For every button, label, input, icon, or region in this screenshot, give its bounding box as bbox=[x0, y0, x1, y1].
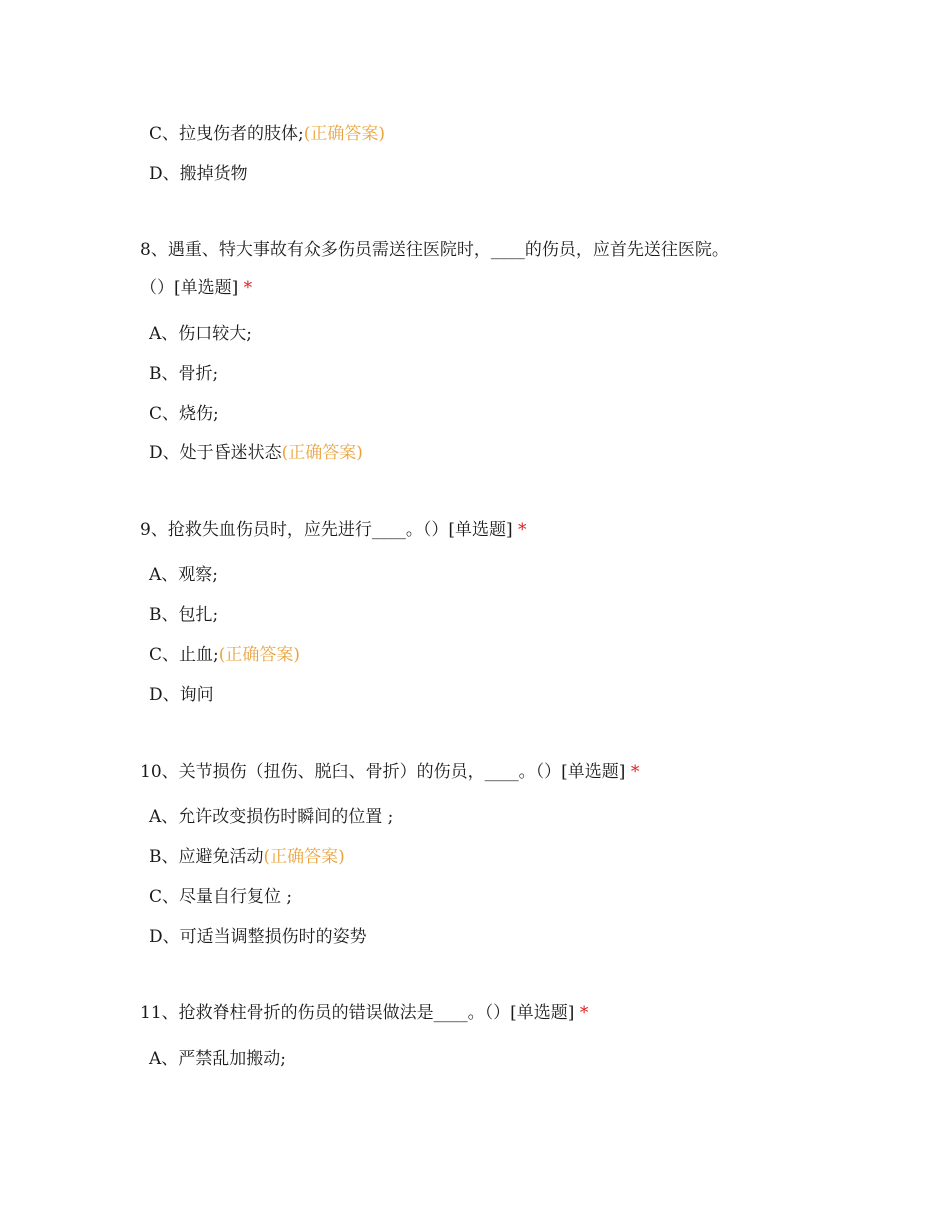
required-mark: * bbox=[630, 762, 640, 782]
required-mark: * bbox=[518, 520, 527, 540]
option-text: D、询问 bbox=[149, 685, 214, 705]
q10-option-c bbox=[149, 886, 292, 908]
option-text: D、处于昏迷状态 bbox=[149, 443, 282, 463]
option-text: A、观察; bbox=[149, 565, 219, 585]
q7-option-d bbox=[149, 163, 248, 185]
correct-answer-label: (正确答案) bbox=[281, 443, 363, 463]
option-text: B、包扎; bbox=[149, 605, 219, 625]
q7-option-c bbox=[149, 123, 385, 145]
option-text: B、应避免活动 bbox=[149, 847, 264, 867]
q9-option-c bbox=[149, 644, 300, 666]
question-text: 9、抢救失血伤员时，应先进行____。（）[单选题] bbox=[140, 520, 513, 540]
required-mark: * bbox=[243, 278, 253, 298]
q9-title bbox=[140, 519, 527, 541]
option-text: A、严禁乱加搬动; bbox=[149, 1049, 287, 1069]
required-mark: * bbox=[579, 1003, 589, 1023]
option-text: A、伤口较大; bbox=[149, 324, 253, 344]
question-text: 10、关节损伤（扭伤、脱臼、骨折）的伤员，____。（）[单选题] bbox=[140, 762, 626, 782]
question-text: 11、抢救脊柱骨折的伤员的错误做法是____。（）[单选题] bbox=[140, 1003, 575, 1023]
q8-title bbox=[140, 239, 729, 261]
q10-option-d bbox=[149, 926, 367, 948]
q9-option-d bbox=[149, 684, 214, 706]
q10-option-b bbox=[149, 846, 345, 868]
option-text: B、骨折; bbox=[149, 364, 219, 384]
option-text: C、止血; bbox=[149, 645, 219, 665]
option-text: D、可适当调整损伤时的姿势 bbox=[149, 927, 367, 947]
question-type: （）[单选题] bbox=[140, 278, 239, 298]
q11-title bbox=[140, 1002, 588, 1024]
option-text: C、烧伤; bbox=[149, 404, 219, 424]
q9-option-a bbox=[149, 564, 218, 586]
q9-option-b bbox=[149, 604, 218, 626]
q8-title-continued bbox=[140, 277, 252, 299]
option-text: C、尽量自行复位 ; bbox=[149, 887, 293, 907]
correct-answer-label: (正确答案) bbox=[263, 847, 345, 867]
correct-answer-label: (正确答案) bbox=[218, 645, 301, 665]
q10-title bbox=[140, 761, 639, 783]
q10-option-a bbox=[149, 806, 393, 828]
correct-answer-label: (正确答案) bbox=[303, 124, 386, 144]
q8-option-a bbox=[149, 323, 252, 345]
q11-option-a bbox=[149, 1048, 286, 1070]
q8-option-c bbox=[149, 403, 219, 425]
option-text: A、允许改变损伤时瞬间的位置 ; bbox=[149, 807, 394, 827]
question-text: 8、遇重、特大事故有众多伤员需送往医院时，____的伤员，应首先送往医院。 bbox=[140, 240, 729, 260]
q8-option-d bbox=[149, 442, 363, 464]
option-text: C、拉曳伤者的肢体; bbox=[149, 124, 304, 144]
option-text: D、搬掉货物 bbox=[149, 164, 248, 184]
q8-option-b bbox=[149, 363, 218, 385]
